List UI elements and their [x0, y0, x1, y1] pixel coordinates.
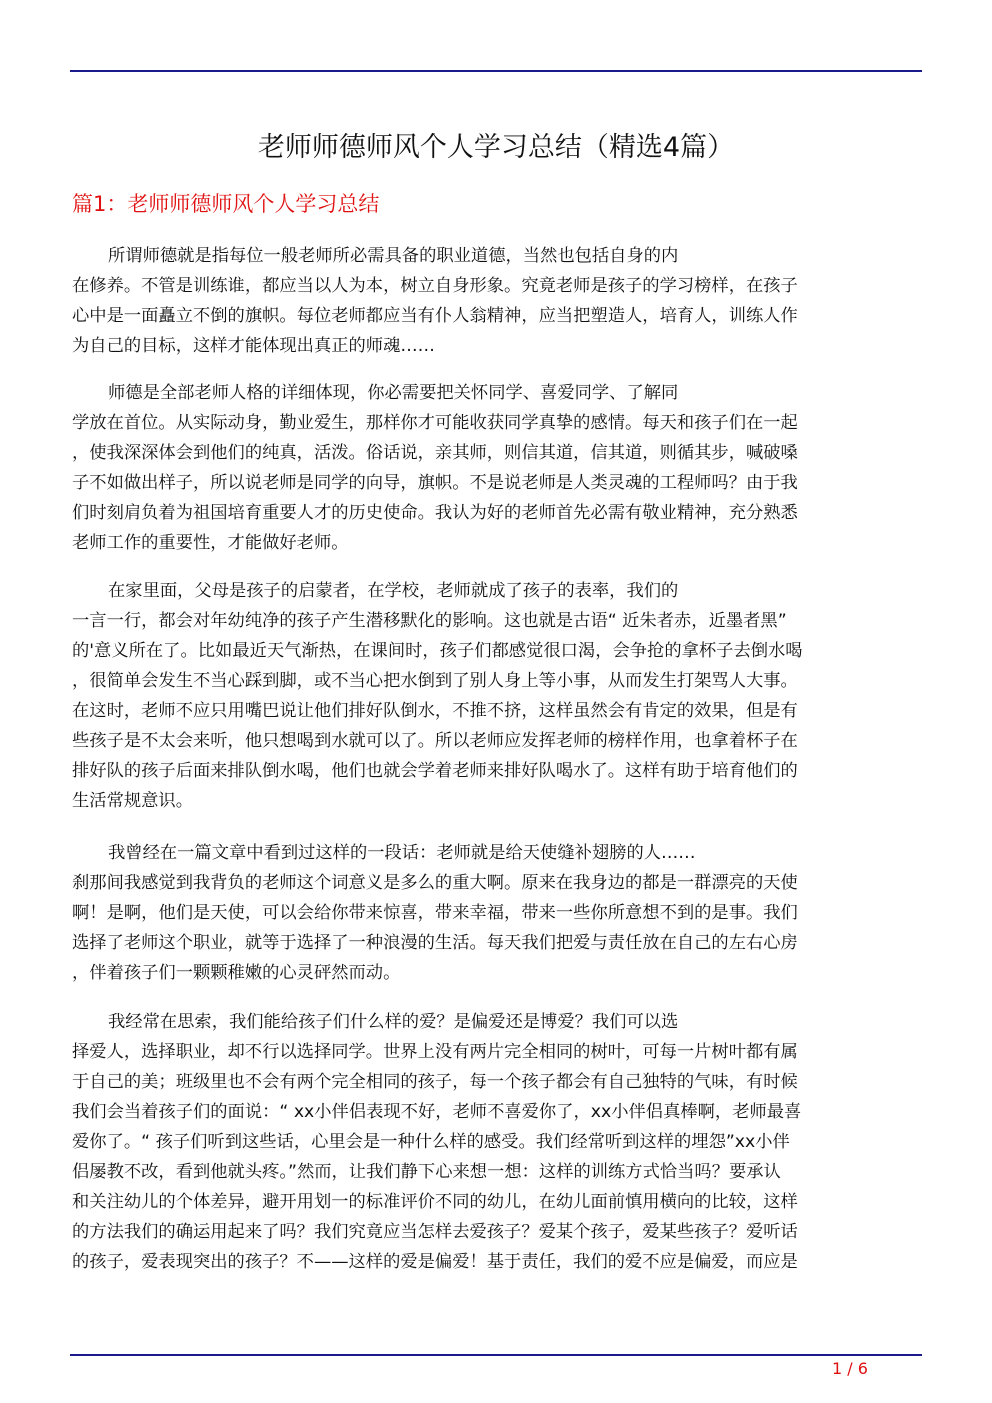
paragraph-line: 择爱人，选择职业，却不行以选择同学。世界上没有两片完全相同的树叶，可每一片树叶都有属 — [72, 1042, 798, 1062]
paragraph-1 — [72, 241, 920, 361]
paragraph-line: 的'意义所在了。比如最近天气渐热，在课间时，孩子们都感觉很口渴，会争抢的拿杯子去倒水喝 — [72, 641, 803, 661]
paragraph-line: 我经常在思索，我们能给孩子们什么样的爱？是偏爱还是博爱？我们可以选 — [108, 1012, 679, 1032]
page-number: 1 / 6 — [832, 1359, 868, 1378]
paragraph-line: 的方法我们的确运用起来了吗？我们究竟应当怎样去爱孩子？爱某个孩子，爱某些孩子？爱听话 — [72, 1222, 798, 1242]
paragraph-line: 于自己的美；班级里也不会有两个完全相同的孩子，每一个孩子都会有自己独特的气味，有时候 — [72, 1072, 798, 1092]
paragraph-line: 我们会当着孩子们的面说：“ xx小伴侣表现不好，老师不喜爱你了，xx小伴侣真棒啊，老师最喜 — [72, 1102, 802, 1122]
paragraph-line: 为自己的目标，这样才能体现出真正的师魂…… — [72, 336, 435, 356]
paragraph-line: 的孩子，爱表现突出的孩子？不——这样的爱是偏爱！基于责任，我们的爱不应是偏爱，而应是 — [72, 1252, 798, 1272]
paragraph-line: 们时刻肩负着为祖国培育重要人才的历史使命。我认为好的老师首先必需有敬业精神，充分熟悉 — [72, 503, 798, 523]
paragraph-line: 侣屡教不改，看到他就头疼。”然而，让我们静下心来想一想：这样的训练方式恰当吗？要承认 — [72, 1162, 781, 1182]
paragraph-line: 和关注幼儿的个体差异，避开用划一的标准评价不同的幼儿，在幼儿面前慎用横向的比较，这样 — [72, 1192, 798, 1212]
paragraph-5 — [72, 1007, 920, 1277]
paragraph-line: 在家里面，父母是孩子的启蒙者，在学校，老师就成了孩子的表率，我们的 — [108, 581, 679, 601]
paragraph-line: 师德是全部老师人格的详细体现，你必需要把关怀同学、喜爱同学、了解同 — [108, 383, 679, 403]
paragraph-line: 些孩子是不太会来听，他只想喝到水就可以了。所以老师应发挥老师的榜样作用，也拿着杯子在 — [72, 731, 798, 751]
paragraph-line: 在这时，老师不应只用嘴巴说让他们排好队倒水，不推不挤，这样虽然会有肯定的效果，但是有 — [72, 701, 798, 721]
paragraph-line: 选择了老师这个职业，就等于选择了一种浪漫的生活。每天我们把爱与责任放在自己的左右心房 — [72, 933, 798, 953]
paragraph-line: 啊！是啊，他们是天使，可以会给你带来惊喜，带来幸福，带来一些你所意想不到的是事。我们 — [72, 903, 798, 923]
paragraph-line: 我曾经在一篇文章中看到过这样的一段话：老师就是给天使缝补翅膀的人…… — [108, 843, 696, 863]
paragraph-line: ，很简单会发生不当心踩到脚，或不当心把水倒到了别人身上等小事，从而发生打架骂人大事。 — [72, 671, 798, 691]
paragraph-line: 生活常规意识。 — [72, 791, 193, 811]
paragraph-line: 一言一行，都会对年幼纯净的孩子产生潜移默化的影响。这也就是古语“ 近朱者赤，近墨者黑” — [72, 611, 787, 631]
paragraph-line: ，伴着孩子们一颗颗稚嫩的心灵砰然而动。 — [72, 963, 401, 983]
paragraph-line: 排好队的孩子后面来排队倒水喝，他们也就会学着老师来排好队喝水了。这样有助于培育他们的 — [72, 761, 798, 781]
header-rule — [70, 70, 922, 72]
paragraph-line: 刹那间我感觉到我背负的老师这个词意义是多么的重大啊。原来在我身边的都是一群漂亮的天使 — [72, 873, 798, 893]
paragraph-line: 老师工作的重要性，才能做好老师。 — [72, 533, 349, 553]
document-title: 老师师德师风个人学习总结（精选4篇） — [257, 132, 735, 163]
paragraph-line: 子不如做出样子，所以说老师是同学的向导，旗帜。不是说老师是人类灵魂的工程师吗？由于我 — [72, 473, 798, 493]
paragraph-line: ，使我深深体会到他们的纯真，活泼。俗话说，亲其师，则信其道，信其道，则循其步，喊破嗓 — [72, 443, 798, 463]
paragraph-line: 所谓师德就是指每位一般老师所必需具备的职业道德，当然也包括自身的内 — [108, 246, 679, 266]
paragraph-line: 心中是一面矗立不倒的旗帜。每位老师都应当有仆人翁精神，应当把塑造人，培育人，训练人作 — [72, 306, 798, 326]
paragraph-4 — [72, 838, 920, 988]
paragraph-2 — [72, 378, 920, 558]
paragraph-line: 爱你了。“ 孩子们听到这些话，心里会是一种什么样的感受。我们经常听到这样的埋怨”xx小伴 — [72, 1132, 790, 1152]
paragraph-line: 学放在首位。从实际动身，勤业爱生，那样你才可能收获同学真挚的感情。每天和孩子们在一起 — [72, 413, 798, 433]
section-heading: 篇1：老师师德师风个人学习总结 — [72, 192, 380, 216]
paragraph-3 — [72, 576, 920, 816]
footer-rule — [70, 1354, 922, 1356]
paragraph-line: 在修养。不管是训练谁，都应当以人为本，树立自身形象。究竟老师是孩子的学习榜样，在孩子 — [72, 276, 798, 296]
